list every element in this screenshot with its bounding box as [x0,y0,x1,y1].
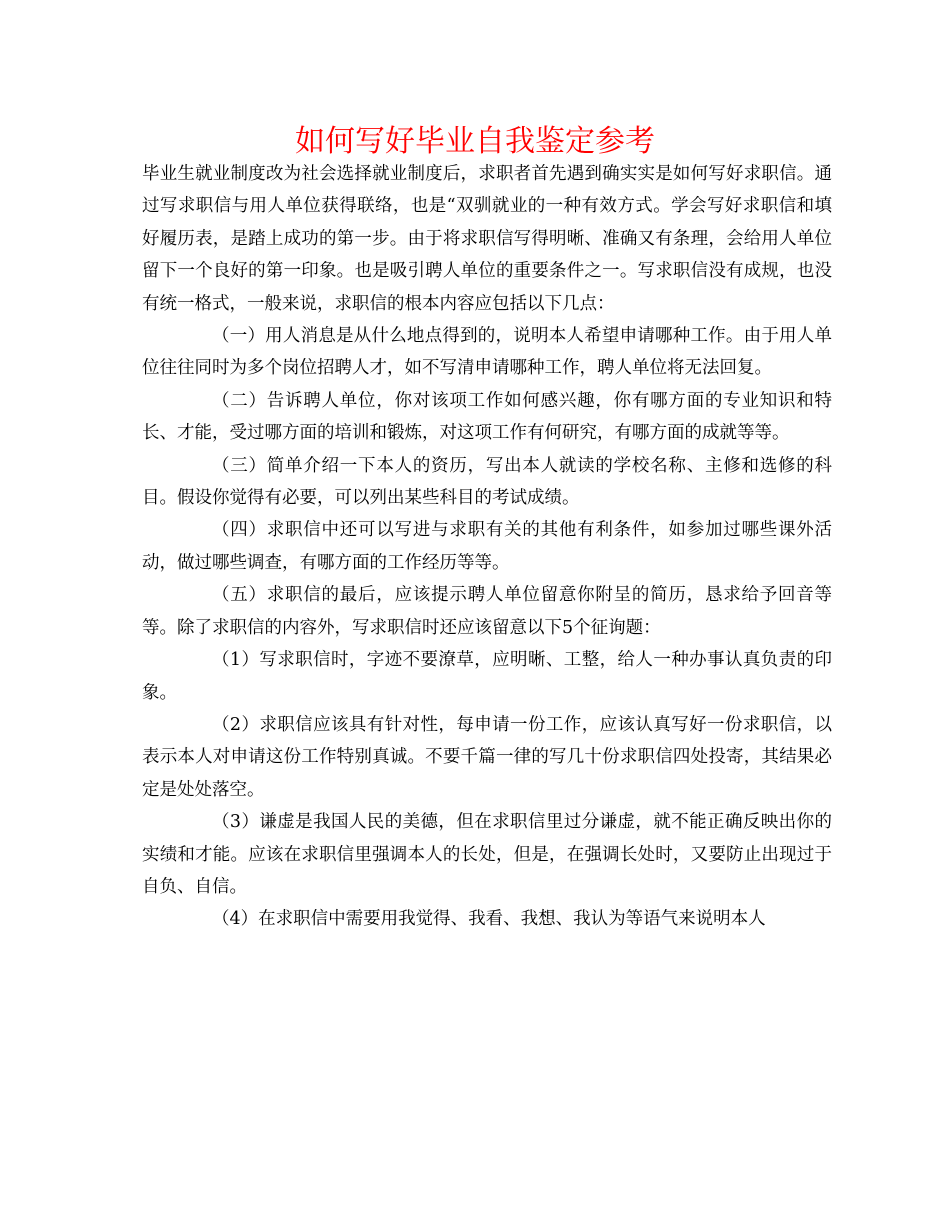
point-1-paragraph: （一）用人消息是从什么地点得到的，说明本人希望申请哪种工作。由于用人单位往往同时为多个岗位招聘人才，如不写清申请哪种工作，聘人单位将无法回复。 [142,326,832,379]
document-body [142,158,832,936]
point-2-paragraph: （二）告诉聘人单位，你对该项工作如何感兴趣，你有哪方面的专业知识和特长、才能，受过哪方面的培训和锻炼，对这项工作有何研究，有哪方面的成就等等。 [142,390,832,444]
point-4-paragraph: （四）求职信中还可以写进与求职有关的其他有利条件，如参加过哪些课外活动，做过哪些调查，有哪方面的工作经历等等。 [142,520,832,573]
intro-paragraph: 毕业生就业制度改为社会选择就业制度后，求职者首先遇到确实实是如何写好求职信。通过写求职信与用人单位获得联络，也是“双驯就业的一种有效方式。学会写好求职信和填好履历表，是踏上成功的第一步。由于将求职信写得明晰、准确又有条理，会给用人单位留下一个良好的第一印象。也是吸引聘人单位的重要条件之一。写求职信没有成规，也没有统一格式，一般来说，求职信的根本内容应包括以下几点： [142,164,832,314]
tip-1-paragraph: （1）写求职信时，字迹不要潦草，应明晰、工整，给人一种办事认真负责的印象。 [142,650,832,703]
tip-4-paragraph: （4）在求职信中需要用我觉得、我看、我想、我认为等语气来说明本人 [212,909,766,930]
tip-3-paragraph: （3）谦虚是我国人民的美德，但在求职信里过分谦虚，就不能正确反映出你的实绩和才能。应该在求职信里强调本人的长处，但是，在强调长处时，又要防止出现过于自负、自信。 [142,812,832,897]
point-3-paragraph: （三）简单介绍一下本人的资历，写出本人就读的学校名称、主修和选修的科目。假设你觉得有必要，可以列出某些科目的考试成绩。 [142,455,832,509]
document-title: 如何写好毕业自我鉴定参考 [295,124,655,159]
tip-2-paragraph: （2）求职信应该具有针对性，每申请一份工作，应该认真写好一份求职信，以表示本人对申请这份工作特别真诚。不要千篇一律的写几十份求职信四处投寄，其结果必定是处处落空。 [142,714,832,800]
point-5-paragraph: （五）求职信的最后，应该提示聘人单位留意你附呈的简历，恳求给予回音等等。除了求职信的内容外，写求职信时还应该留意以下5个征询题： [142,585,832,638]
